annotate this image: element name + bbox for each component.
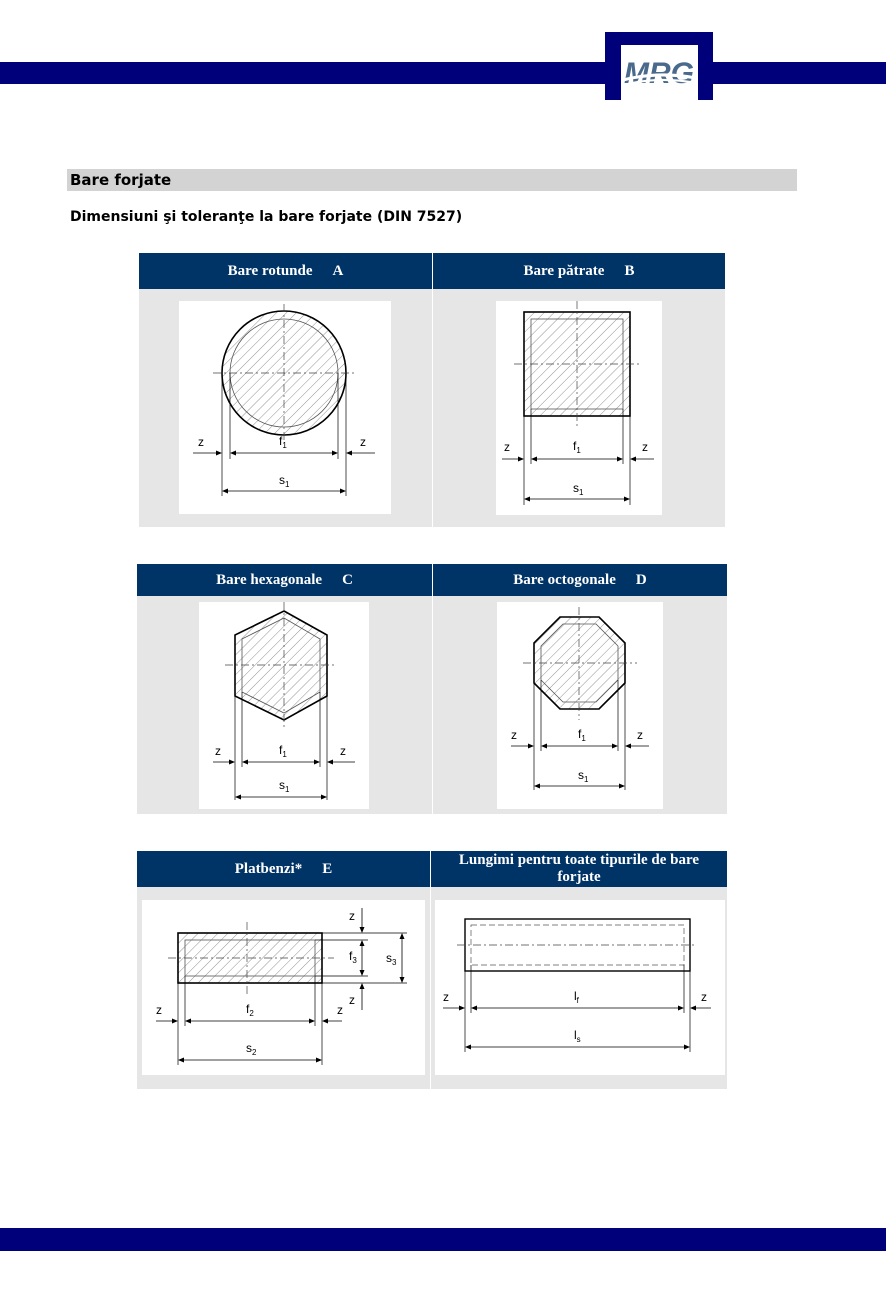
label-lf-sub: f — [576, 996, 579, 1005]
bar-length-drawing — [435, 900, 725, 1075]
svg-text:lf — [574, 989, 580, 1005]
label-z: z — [701, 990, 707, 1004]
label-f1-sub: 1 — [576, 446, 581, 455]
cell-round-bars — [139, 253, 432, 527]
label-z: z — [637, 728, 643, 742]
label-f1-sub: 1 — [581, 734, 586, 743]
label-f3: f — [349, 949, 353, 963]
svg-text:s2 — [246, 1041, 257, 1057]
label-s3-sub: 3 — [392, 958, 397, 967]
svg-text:s1 — [578, 768, 589, 784]
label-lf: l — [574, 989, 577, 1003]
label-z: z — [349, 909, 355, 923]
square-bar-drawing — [496, 301, 662, 515]
label-s1: s — [573, 481, 579, 495]
svg-text:f3 — [349, 949, 357, 965]
cell-header — [137, 564, 432, 596]
svg-text:s3 — [386, 951, 397, 967]
octagonal-bar-drawing — [497, 602, 663, 809]
cell-letter: A — [332, 262, 344, 279]
label-z: z — [340, 744, 346, 758]
label-s2-sub: 2 — [252, 1048, 257, 1057]
footer-band — [0, 1228, 886, 1251]
label-z: z — [156, 1003, 162, 1017]
label-ls: l — [574, 1028, 577, 1042]
svg-text:f1 — [573, 439, 581, 455]
section-title: Bare forjate — [67, 169, 797, 191]
cell-header — [433, 564, 727, 596]
svg-text:f1 — [279, 434, 287, 450]
cell-letter: C — [342, 571, 353, 588]
cell-header — [137, 851, 430, 887]
label-f2: f — [246, 1002, 250, 1016]
cell-letter: D — [635, 571, 647, 588]
label-f1: f — [578, 727, 582, 741]
cell-octagonal-bars — [433, 564, 727, 814]
svg-text:s1 — [279, 473, 290, 489]
svg-text:ls — [574, 1028, 581, 1044]
label-f1-sub: 1 — [282, 750, 287, 759]
cell-title: Bare hexagonale — [216, 571, 323, 588]
cell-letter: E — [322, 860, 333, 877]
logo-text: MRG — [624, 57, 694, 90]
label-f1: f — [573, 439, 577, 453]
hexagonal-bar-drawing — [199, 602, 369, 809]
page-subtitle: Dimensiuni şi toleranţe la bare forjate (DIN 7527) — [70, 209, 463, 225]
label-s1-sub: 1 — [584, 775, 589, 784]
cell-title: Bare octogonale — [513, 571, 616, 588]
svg-text:s1 — [573, 481, 584, 497]
label-s1-sub: 1 — [285, 785, 290, 794]
cell-bar-lengths — [431, 851, 727, 1089]
svg-text:f1 — [578, 727, 586, 743]
label-s1: s — [578, 768, 584, 782]
flat-bar-drawing — [142, 900, 425, 1075]
cell-title: Bare rotunde — [227, 262, 313, 279]
svg-text:f2 — [246, 1002, 254, 1018]
label-s1: s — [279, 778, 285, 792]
label-z: z — [504, 440, 510, 454]
cell-letter: B — [624, 262, 635, 279]
label-s1: s — [279, 473, 285, 487]
cell-flat-bars — [137, 851, 430, 1089]
label-f1: f — [279, 434, 283, 448]
cell-header — [139, 253, 432, 289]
cell-header — [431, 851, 727, 887]
cell-square-bars — [433, 253, 725, 527]
label-z: z — [198, 435, 204, 449]
label-z: z — [360, 435, 366, 449]
svg-text:f1 — [279, 743, 287, 759]
label-ls-sub: s — [576, 1035, 581, 1044]
label-f1: f — [279, 743, 283, 757]
label-z: z — [337, 1003, 343, 1017]
cell-title: Lungimi pentru toate tipurile de bare forjate — [458, 852, 700, 885]
header-band — [0, 62, 886, 84]
svg-text:s1 — [279, 778, 290, 794]
cell-title: Bare pătrate — [523, 262, 605, 279]
cell-title: Platbenzi* — [234, 860, 303, 877]
label-z: z — [349, 993, 355, 1007]
cell-header — [433, 253, 725, 289]
label-f1-sub: 1 — [282, 441, 287, 450]
label-s1-sub: 1 — [579, 488, 584, 497]
label-f3-sub: 3 — [352, 956, 357, 965]
mrg-logo — [621, 45, 698, 113]
round-bar-drawing — [179, 301, 391, 514]
label-z: z — [511, 728, 517, 742]
label-z: z — [215, 744, 221, 758]
cell-hexagonal-bars — [137, 564, 432, 814]
label-z: z — [642, 440, 648, 454]
label-f2-sub: 2 — [249, 1009, 254, 1018]
label-s3: s — [386, 951, 392, 965]
label-s2: s — [246, 1041, 252, 1055]
label-s1-sub: 1 — [285, 480, 290, 489]
label-z: z — [443, 990, 449, 1004]
